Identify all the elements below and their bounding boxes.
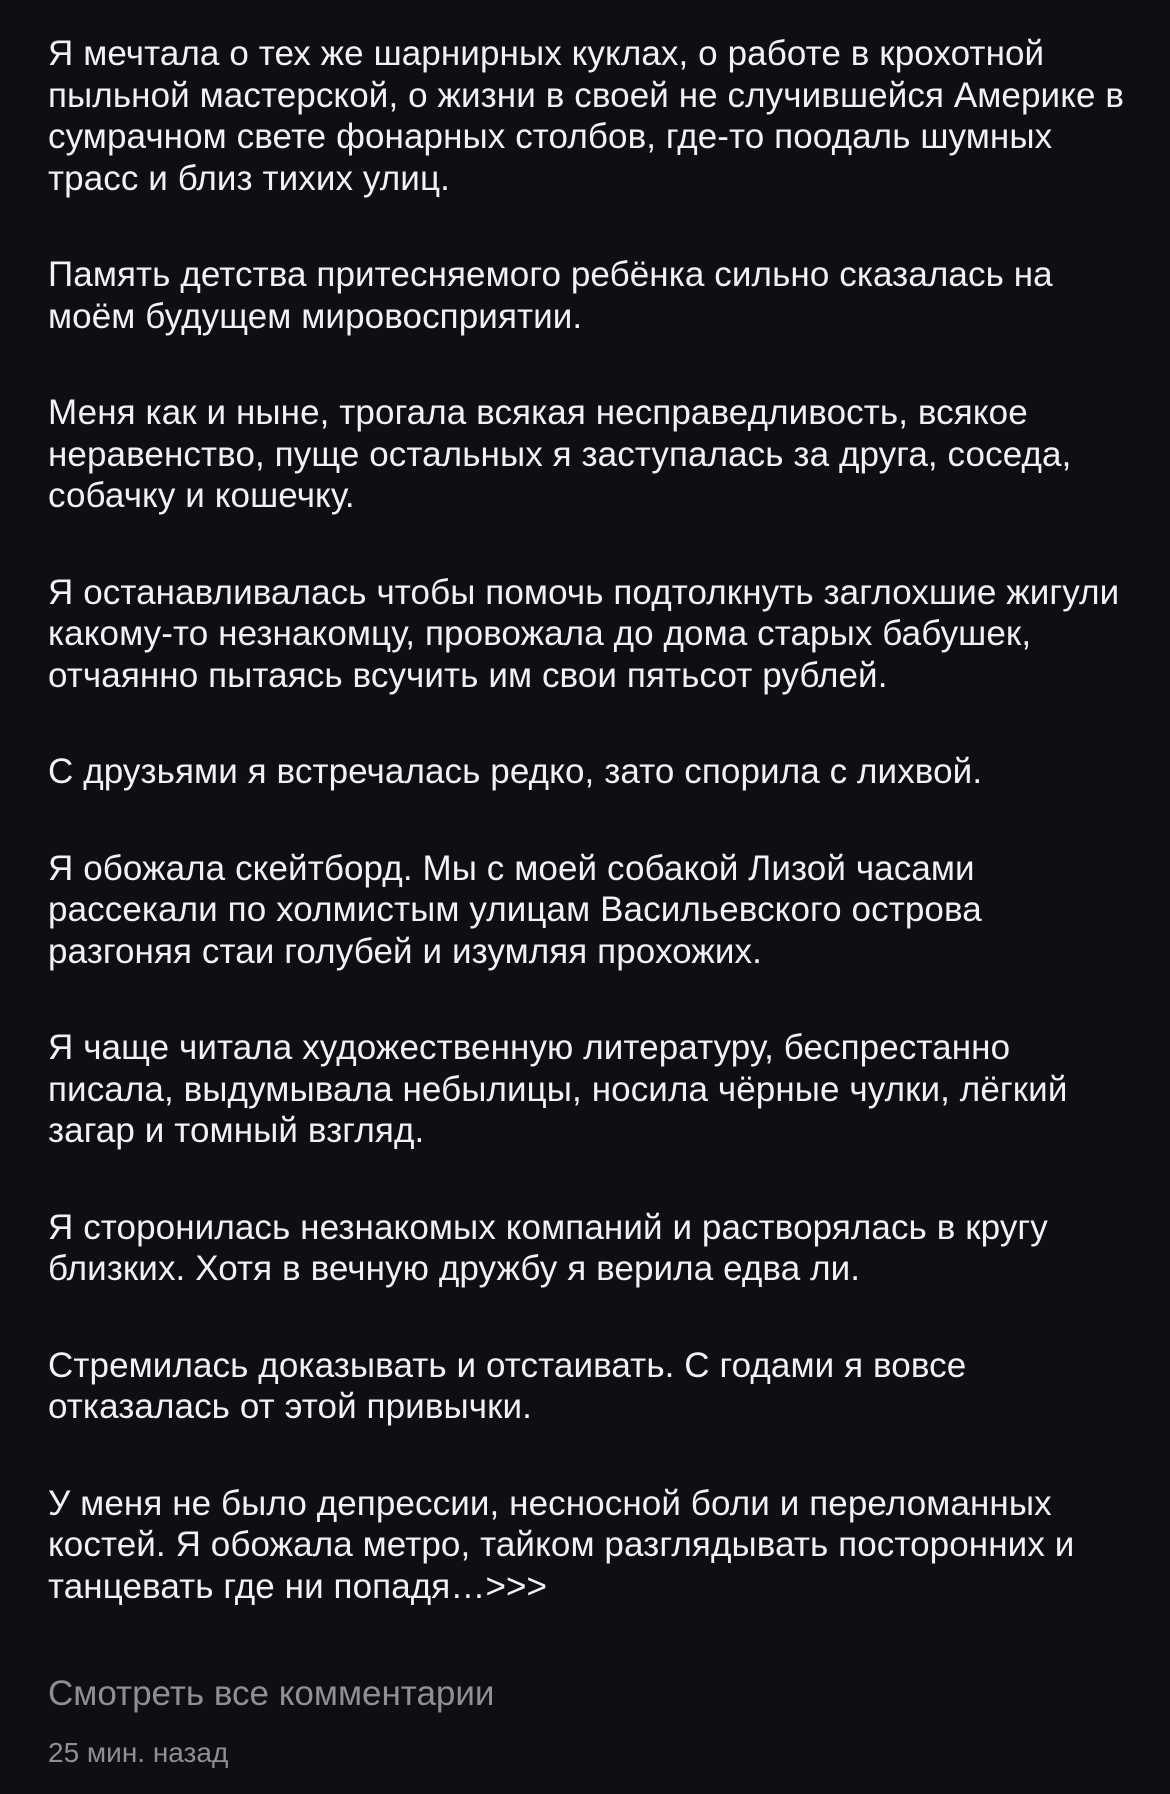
post-text: [48, 33, 1128, 1662]
post-paragraph: У меня не было депрессии, несносной боли и переломанных костей. Я обожала метро, тайком разглядывать посторонних и танцевать где ни попадя…>>>: [48, 1483, 1075, 1606]
post-paragraph: Я обожала скейтборд. Мы с моей собакой Лизой часами рассекали по холмистым улицам Васильевского острова разгоняя стаи голубей и изумляя прохожих.: [48, 848, 982, 971]
post-paragraph: Стремилась доказывать и отстаивать. С годами я вовсе отказалась от этой привычки.: [48, 1345, 967, 1426]
post-paragraph: Я чаще читала художественную литературу, беспрестанно писала, выдумывала небылицы, носила чёрные чулки, лёгкий загар и томный взгляд.: [48, 1028, 1068, 1150]
view-all-comments-link[interactable]: Смотреть все комментарии: [48, 1674, 495, 1713]
post-timestamp: 25 мин. назад: [48, 1737, 229, 1768]
post-paragraph: Меня как и ныне, трогала всякая несправедливость, всякое неравенство, пуще остальных я заступалась за друга, соседа, собачку и кошечку.: [48, 393, 1072, 515]
post-paragraph: Память детства притесняемого ребёнка сильно сказалась на моём будущем мировосприятии.: [48, 255, 1053, 336]
post-paragraph: С друзьями я встречалась редко, зато спорила с лихвой.: [48, 752, 983, 791]
post-paragraph: Я мечтала о тех же шарнирных куклах, о работе в крохотной пыльной мастерской, о жизни в своей не случившейся Америке в сумрачном свете фонарных столбов, где-то поодаль шумных трасс и близ тихих улиц.: [48, 34, 1125, 198]
post-paragraph: Я сторонилась незнакомых компаний и растворялась в кругу близких. Хотя в вечную дружбу я верила едва ли.: [48, 1207, 1048, 1288]
post-paragraph: Я останавливалась чтобы помочь подтолкнуть заглохшие жигули какому-то незнакомцу, провожала до дома старых бабушек, отчаянно пытаясь всучить им свои пятьсот рублей.: [48, 572, 1120, 695]
